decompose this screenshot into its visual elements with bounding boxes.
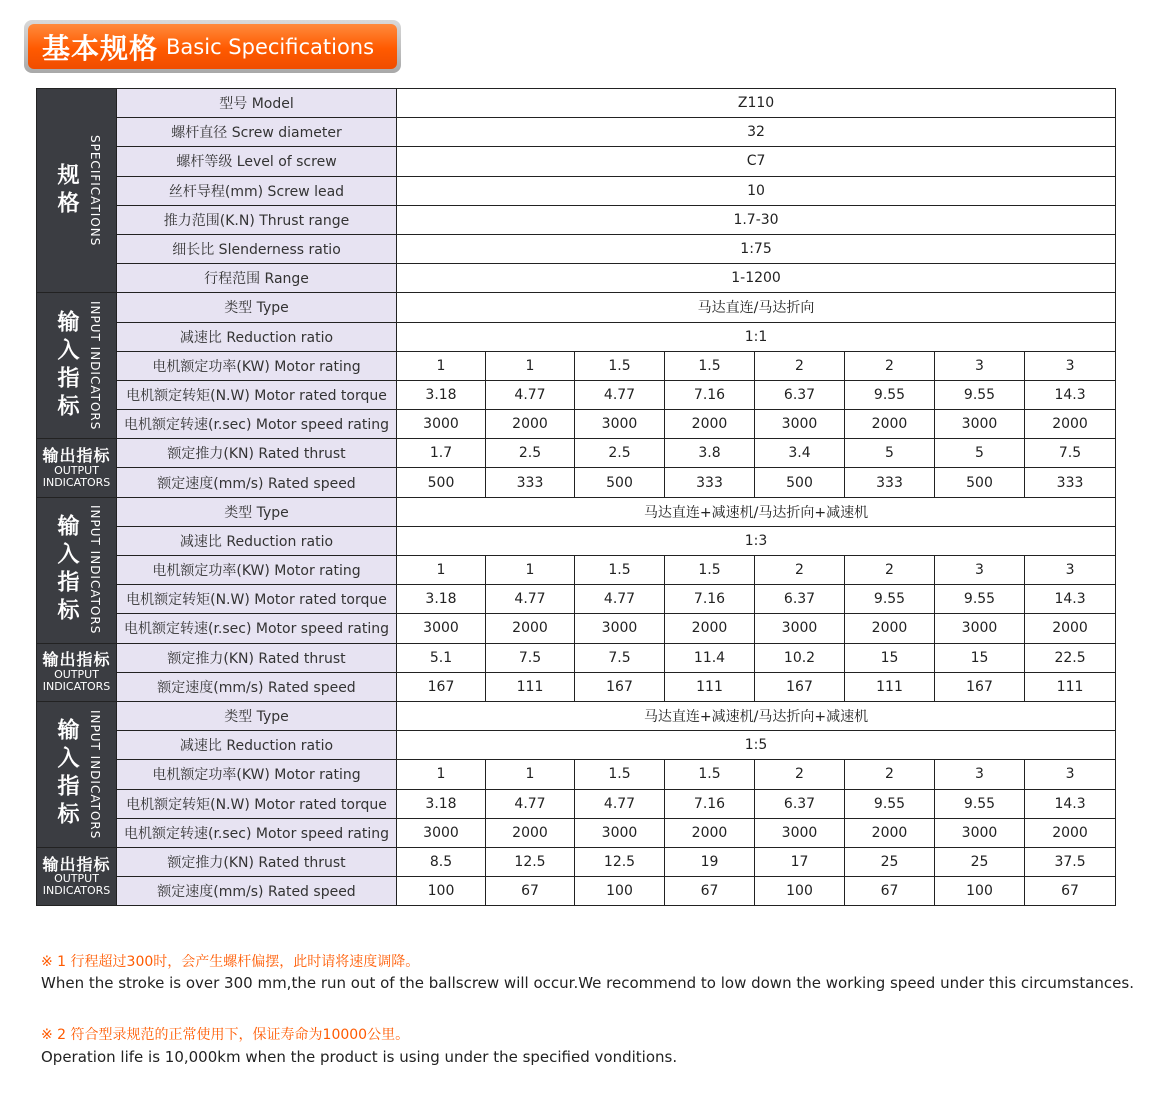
- table-row: [37, 877, 1116, 906]
- value-cell: 500: [935, 468, 1025, 497]
- table-row: [37, 176, 1116, 205]
- value-cell: 6.37: [755, 585, 845, 614]
- value-cell: 67: [486, 877, 575, 906]
- value-cell: 17: [755, 847, 845, 876]
- group-output-en1: OUTPUT: [54, 463, 99, 477]
- row-label: 电机额定功率(KW) Motor rating: [117, 760, 397, 789]
- value-cell: 333: [665, 468, 755, 497]
- value-cell: 9.55: [845, 380, 935, 409]
- value-cell: 12.5: [575, 847, 665, 876]
- group-output: [37, 439, 117, 497]
- value-cell: 1:3: [397, 526, 1116, 555]
- value-cell: 1: [397, 351, 486, 380]
- value-cell: 167: [755, 672, 845, 701]
- value-cell: 3.4: [755, 439, 845, 468]
- value-cell: 167: [935, 672, 1025, 701]
- value-cell: 3.18: [397, 380, 486, 409]
- table-row: [37, 468, 1116, 497]
- value-cell: 10: [397, 176, 1116, 205]
- spec-table-body: [37, 89, 1116, 906]
- title-cn: 基本规格: [42, 31, 159, 65]
- value-cell: 3: [935, 760, 1025, 789]
- value-cell: 5: [935, 439, 1025, 468]
- row-label: 行程范围 Range: [117, 264, 397, 293]
- row-label: 电机额定功率(KW) Motor rating: [117, 556, 397, 585]
- value-cell: 7.5: [575, 643, 665, 672]
- row-label: 电机额定转速(r.sec) Motor speed rating: [117, 410, 397, 439]
- value-cell: 3.18: [397, 789, 486, 818]
- value-cell: 2000: [665, 410, 755, 439]
- value-cell: 4.77: [575, 380, 665, 409]
- value-cell: 100: [755, 877, 845, 906]
- value-cell: 2000: [1025, 614, 1116, 643]
- row-label: 电机额定转矩(N.W) Motor rated torque: [117, 380, 397, 409]
- value-cell: 7.16: [665, 585, 755, 614]
- group-output-en2: INDICATORS: [42, 884, 111, 898]
- value-cell: 2000: [845, 614, 935, 643]
- value-cell: 111: [845, 672, 935, 701]
- value-cell: 9.55: [935, 585, 1025, 614]
- value-cell: 2: [755, 351, 845, 380]
- value-cell: 15: [845, 643, 935, 672]
- value-cell: 25: [935, 847, 1025, 876]
- table-row: [37, 672, 1116, 701]
- table-row: [37, 614, 1116, 643]
- group-output-cn: 输出指标: [42, 650, 111, 670]
- value-cell: 333: [845, 468, 935, 497]
- table-row: [37, 293, 1116, 322]
- value-cell: 1.5: [665, 351, 755, 380]
- row-label: 额定速度(mm/s) Rated speed: [117, 468, 397, 497]
- value-cell: 2000: [486, 818, 575, 847]
- value-cell: 2000: [486, 410, 575, 439]
- value-cell: 7.16: [665, 380, 755, 409]
- group-output-cn: 输出指标: [42, 446, 111, 466]
- group-input: [37, 293, 117, 439]
- value-cell: 2000: [486, 614, 575, 643]
- value-cell: 333: [1025, 468, 1116, 497]
- value-cell: 500: [755, 468, 845, 497]
- row-label: 类型 Type: [117, 293, 397, 322]
- row-label: 减速比 Reduction ratio: [117, 731, 397, 760]
- value-cell: 7.16: [665, 789, 755, 818]
- value-cell: 1: [397, 556, 486, 585]
- value-cell: 6.37: [755, 380, 845, 409]
- note-1-en: When the stroke is over 300 mm,the run out of the ballscrew will occur.We recommend to low down the working speed under this circumstances.: [41, 974, 1134, 992]
- row-label: 螺杆等级 Level of screw: [117, 147, 397, 176]
- row-label: 减速比 Reduction ratio: [117, 322, 397, 351]
- value-cell: 10.2: [755, 643, 845, 672]
- value-cell: 马达直连/马达折向: [397, 293, 1116, 322]
- group-output: [37, 643, 117, 701]
- row-label: 额定推力(KN) Rated thrust: [117, 643, 397, 672]
- value-cell: 1.5: [665, 760, 755, 789]
- table-row: [37, 847, 1116, 876]
- group-input-en: INPUT INDICATORS: [88, 709, 102, 840]
- group-input-cn: 输入指标: [54, 309, 79, 422]
- value-cell: 37.5: [1025, 847, 1116, 876]
- table-row: [37, 760, 1116, 789]
- row-label: 额定速度(mm/s) Rated speed: [117, 672, 397, 701]
- note-2-en: Operation life is 10,000km when the product is using under the specified vonditions.: [41, 1048, 678, 1066]
- row-label: 细长比 Slenderness ratio: [117, 234, 397, 263]
- note-2-cn: ※ 2 符合型录规范的正常使用下，保证寿命为10000公里。: [41, 1027, 410, 1043]
- note-1-cn: ※ 1 行程超过300时，会产生螺杆偏摆，此时请将速度调降。: [41, 954, 420, 970]
- table-row: [37, 322, 1116, 351]
- value-cell: C7: [397, 147, 1116, 176]
- table-row: [37, 818, 1116, 847]
- value-cell: 1: [397, 760, 486, 789]
- row-label: 减速比 Reduction ratio: [117, 526, 397, 555]
- value-cell: 14.3: [1025, 380, 1116, 409]
- value-cell: 1.5: [575, 351, 665, 380]
- value-cell: 3000: [575, 410, 665, 439]
- value-cell: 8.5: [397, 847, 486, 876]
- row-label: 推力范围(K.N) Thrust range: [117, 205, 397, 234]
- value-cell: 1: [486, 556, 575, 585]
- value-cell: 6.37: [755, 789, 845, 818]
- value-cell: 1.5: [575, 760, 665, 789]
- value-cell: 1:5: [397, 731, 1116, 760]
- value-cell: 19: [665, 847, 755, 876]
- value-cell: 4.77: [486, 585, 575, 614]
- table-row: [37, 526, 1116, 555]
- value-cell: 5: [845, 439, 935, 468]
- value-cell: 4.77: [486, 789, 575, 818]
- value-cell: 3.18: [397, 585, 486, 614]
- value-cell: 2: [845, 760, 935, 789]
- value-cell: 3000: [575, 818, 665, 847]
- value-cell: 7.5: [486, 643, 575, 672]
- value-cell: 333: [486, 468, 575, 497]
- group-input: [37, 701, 117, 847]
- value-cell: 1:1: [397, 322, 1116, 351]
- value-cell: Z110: [397, 89, 1116, 118]
- value-cell: 2000: [1025, 818, 1116, 847]
- row-label: 电机额定功率(KW) Motor rating: [117, 351, 397, 380]
- value-cell: 25: [845, 847, 935, 876]
- value-cell: 111: [1025, 672, 1116, 701]
- table-row: [37, 439, 1116, 468]
- group-output-en1: OUTPUT: [54, 872, 99, 886]
- table-row: [37, 205, 1116, 234]
- value-cell: 11.4: [665, 643, 755, 672]
- spec-table: [36, 88, 1116, 906]
- value-cell: 100: [575, 877, 665, 906]
- value-cell: 2: [845, 351, 935, 380]
- table-row: [37, 264, 1116, 293]
- value-cell: 100: [935, 877, 1025, 906]
- value-cell: 111: [665, 672, 755, 701]
- row-label: 型号 Model: [117, 89, 397, 118]
- value-cell: 2: [755, 760, 845, 789]
- table-row: [37, 643, 1116, 672]
- row-label: 类型 Type: [117, 701, 397, 730]
- row-label: 丝杆导程(mm) Screw lead: [117, 176, 397, 205]
- value-cell: 500: [575, 468, 665, 497]
- value-cell: 马达直连+减速机/马达折向+减速机: [397, 701, 1116, 730]
- value-cell: 14.3: [1025, 585, 1116, 614]
- table-row: [37, 701, 1116, 730]
- value-cell: 67: [665, 877, 755, 906]
- value-cell: 3000: [397, 410, 486, 439]
- value-cell: 167: [575, 672, 665, 701]
- value-cell: 3000: [755, 614, 845, 643]
- table-row: [37, 556, 1116, 585]
- value-cell: 100: [397, 877, 486, 906]
- value-cell: 1.5: [665, 556, 755, 585]
- row-label: 电机额定转矩(N.W) Motor rated torque: [117, 789, 397, 818]
- table-row: [37, 89, 1116, 118]
- title-en: Basic Specifications: [166, 34, 375, 59]
- value-cell: 2.5: [486, 439, 575, 468]
- value-cell: 3: [1025, 556, 1116, 585]
- row-label: 电机额定转速(r.sec) Motor speed rating: [117, 614, 397, 643]
- value-cell: 3000: [935, 818, 1025, 847]
- value-cell: 1.5: [575, 556, 665, 585]
- value-cell: 9.55: [935, 380, 1025, 409]
- value-cell: 2000: [665, 614, 755, 643]
- value-cell: 12.5: [486, 847, 575, 876]
- value-cell: 4.77: [486, 380, 575, 409]
- value-cell: 3000: [397, 614, 486, 643]
- value-cell: 3000: [935, 614, 1025, 643]
- table-row: [37, 234, 1116, 263]
- value-cell: 2.5: [575, 439, 665, 468]
- group-input-cn: 输入指标: [54, 718, 79, 831]
- value-cell: 1-1200: [397, 264, 1116, 293]
- value-cell: 9.55: [935, 789, 1025, 818]
- value-cell: 67: [845, 877, 935, 906]
- value-cell: 3000: [935, 410, 1025, 439]
- value-cell: 67: [1025, 877, 1116, 906]
- group-input: [37, 497, 117, 643]
- value-cell: 7.5: [1025, 439, 1116, 468]
- title-banner: [24, 20, 401, 73]
- value-cell: 111: [486, 672, 575, 701]
- table-row: [37, 585, 1116, 614]
- group-output-cn: 输出指标: [42, 854, 111, 874]
- value-cell: 3000: [575, 614, 665, 643]
- group-input-cn: 输入指标: [54, 514, 79, 627]
- table-row: [37, 380, 1116, 409]
- group-output-en1: OUTPUT: [54, 667, 99, 681]
- table-row: [37, 118, 1116, 147]
- value-cell: 167: [397, 672, 486, 701]
- group-input-en: INPUT INDICATORS: [88, 505, 102, 635]
- value-cell: 3: [935, 556, 1025, 585]
- value-cell: 2000: [845, 818, 935, 847]
- table-row: [37, 351, 1116, 380]
- title-banner-inner: [28, 24, 397, 69]
- group-output: [37, 847, 117, 905]
- row-label: 螺杆直径 Screw diameter: [117, 118, 397, 147]
- table-row: [37, 731, 1116, 760]
- value-cell: 1.7: [397, 439, 486, 468]
- row-label: 电机额定转速(r.sec) Motor speed rating: [117, 818, 397, 847]
- row-label: 类型 Type: [117, 497, 397, 526]
- value-cell: 3: [935, 351, 1025, 380]
- value-cell: 1: [486, 351, 575, 380]
- value-cell: 马达直连+减速机/马达折向+减速机: [397, 497, 1116, 526]
- group-output-en2: INDICATORS: [42, 680, 111, 694]
- value-cell: 9.55: [845, 585, 935, 614]
- value-cell: 2: [755, 556, 845, 585]
- value-cell: 500: [397, 468, 486, 497]
- row-label: 额定速度(mm/s) Rated speed: [117, 877, 397, 906]
- group-specifications: [37, 89, 117, 293]
- value-cell: 2000: [1025, 410, 1116, 439]
- value-cell: 3: [1025, 760, 1116, 789]
- table-row: [37, 497, 1116, 526]
- value-cell: 22.5: [1025, 643, 1116, 672]
- value-cell: 3000: [397, 818, 486, 847]
- value-cell: 9.55: [845, 789, 935, 818]
- group-input-en: INPUT INDICATORS: [88, 301, 102, 431]
- row-label: 额定推力(KN) Rated thrust: [117, 847, 397, 876]
- row-label: 电机额定转矩(N.W) Motor rated torque: [117, 585, 397, 614]
- value-cell: 1:75: [397, 234, 1116, 263]
- value-cell: 3: [1025, 351, 1116, 380]
- value-cell: 3.8: [665, 439, 755, 468]
- row-label: 额定推力(KN) Rated thrust: [117, 439, 397, 468]
- value-cell: 15: [935, 643, 1025, 672]
- value-cell: 4.77: [575, 789, 665, 818]
- value-cell: 1.7-30: [397, 205, 1116, 234]
- table-row: [37, 789, 1116, 818]
- value-cell: 2000: [845, 410, 935, 439]
- value-cell: 3000: [755, 818, 845, 847]
- value-cell: 2: [845, 556, 935, 585]
- value-cell: 5.1: [397, 643, 486, 672]
- table-row: [37, 410, 1116, 439]
- value-cell: 2000: [665, 818, 755, 847]
- value-cell: 4.77: [575, 585, 665, 614]
- value-cell: 32: [397, 118, 1116, 147]
- group-specifications-cn: 规格: [54, 162, 79, 219]
- value-cell: 1: [486, 760, 575, 789]
- table-row: [37, 147, 1116, 176]
- group-specifications-en: SPECIFICATIONS: [88, 134, 102, 247]
- group-output-en2: INDICATORS: [42, 475, 111, 489]
- value-cell: 14.3: [1025, 789, 1116, 818]
- value-cell: 3000: [755, 410, 845, 439]
